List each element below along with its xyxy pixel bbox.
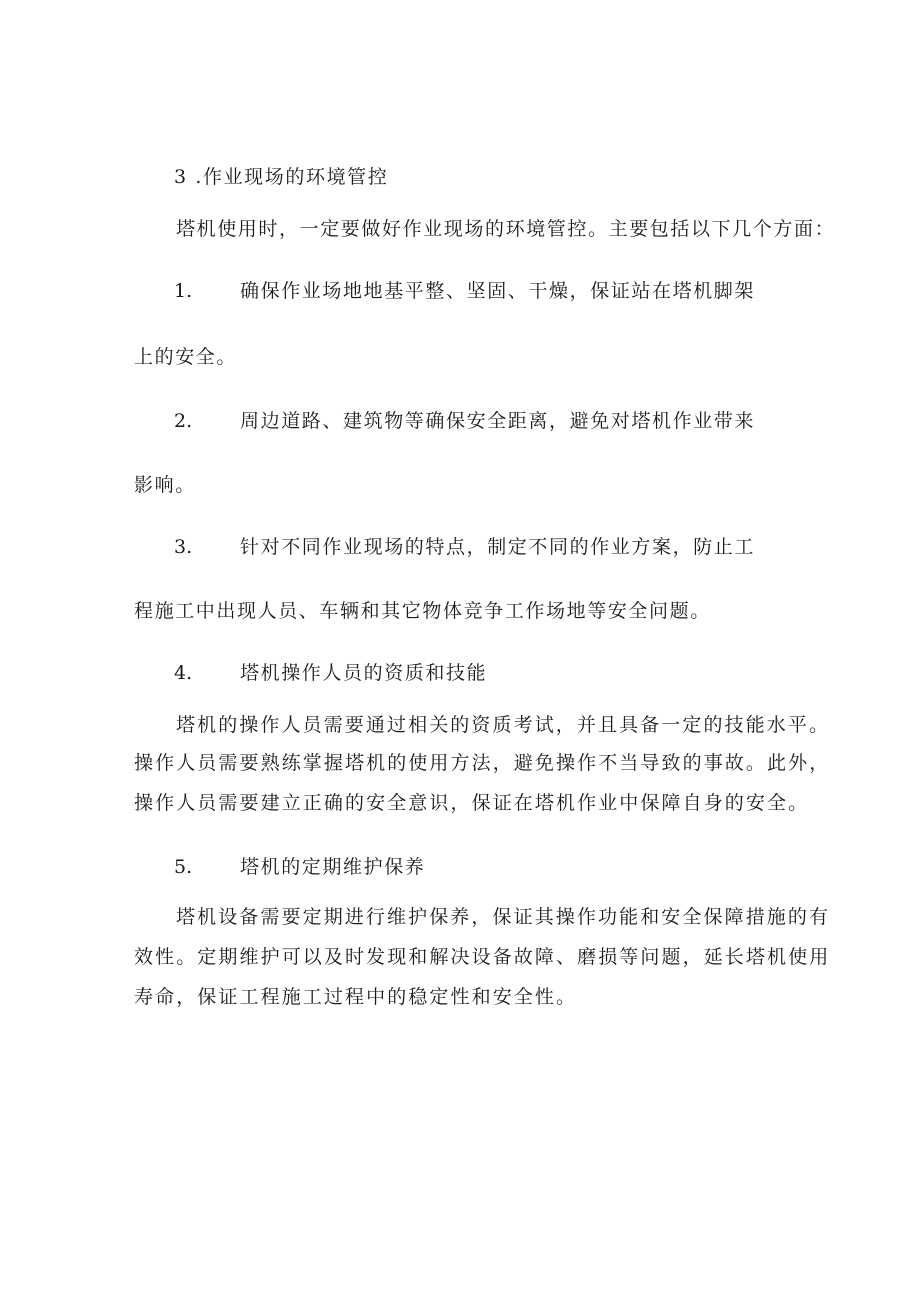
section-title: 塔机的定期维护保养 xyxy=(240,856,426,878)
paragraph-line: 效性。定期维护可以及时发现和解决设备故障、磨损等问题，延长塔机使用 xyxy=(134,946,831,968)
list-item-continuation: 影响。 xyxy=(134,474,196,496)
section-title: 塔机操作人员的资质和技能 xyxy=(240,662,488,684)
intro-paragraph: 塔机使用时，一定要做好作业现场的环境管控。主要包括以下几个方面： xyxy=(176,218,836,240)
list-item-number: 3. xyxy=(174,536,193,558)
paragraph-line: 寿命，保证工程施工过程中的稳定性和安全性。 xyxy=(134,986,578,1008)
list-item-text: 针对不同作业现场的特点，制定不同的作业方案，防止工 xyxy=(240,536,756,558)
paragraph-line: 操作人员需要建立正确的安全意识，保证在塔机作业中保障自身的安全。 xyxy=(134,792,810,814)
paragraph-line: 塔机的操作人员需要通过相关的资质考试，并且具备一定的技能水平。 xyxy=(176,714,831,736)
list-item-continuation: 程施工中出现人员、车辆和其它物体竞争工作场地等安全问题。 xyxy=(134,600,711,622)
list-item-continuation: 上的安全。 xyxy=(134,346,238,368)
list-item-number: 1. xyxy=(174,280,193,302)
section-number: 4. xyxy=(174,662,193,684)
section-number: 5. xyxy=(174,856,193,878)
section-heading: 3 .作业现场的环境管控 xyxy=(174,166,389,188)
list-item-text: 确保作业场地地基平整、坚固、干燥，保证站在塔机脚架 xyxy=(240,280,756,302)
paragraph-line: 塔机设备需要定期进行维护保养，保证其操作功能和安全保障措施的有 xyxy=(176,906,831,928)
paragraph-line: 操作人员需要熟练掌握塔机的使用方法，避免操作不当导致的事故。此外， xyxy=(134,752,831,774)
list-item-text: 周边道路、建筑物等确保安全距离，避免对塔机作业带来 xyxy=(240,410,756,432)
list-item-number: 2. xyxy=(174,410,193,432)
